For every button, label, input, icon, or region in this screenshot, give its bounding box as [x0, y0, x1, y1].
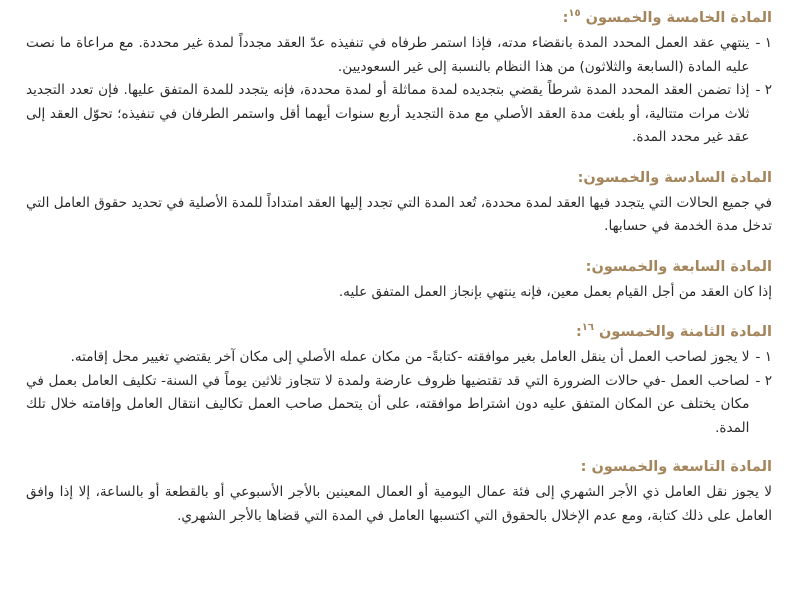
article-text: إذا كان العقد من أجل القيام بعمل معين، فإنه ينتهي بإنجاز العمل المتفق عليه.	[338, 283, 772, 300]
article-heading: المادة التاسعة والخمسون :	[580, 459, 772, 475]
list-item	[26, 79, 772, 150]
article-57	[26, 257, 772, 305]
article-59	[26, 457, 772, 528]
item-text: ينتهي عقد العمل المحدد المدة بانقضاء مدته، فإذا استمر طرفاه في تنفيذه عدّ العقد مجدداً لمدة غير محددة. مع مراعاة ما نصت عليه المادة (السابعة والثلاثون) من هذا النظام بالنسبة إلى غير السعوديين.	[26, 35, 750, 75]
footnote-ref[interactable]: ١٥	[568, 8, 581, 20]
article-heading: المادة السابعة والخمسون:	[585, 258, 772, 275]
article-heading: المادة الخامسة والخمسون $^{١٥}$:	[562, 8, 772, 26]
item-number: ٢ -	[755, 82, 772, 98]
item-text: لصاحب العمل -في حالات الضرورة التي قد تقتضيها ظروف عارضة ولمدة لا تتجاوز ثلاثين يوماً في السنة- تكليف العامل بعمل في مكان يختلف عن المكان المتفق عليه دون اشتراط موافقته، على أن يتحمل صاحب العمل تكاليف انتقال العامل وإقامته خلال تلك المدة.	[26, 372, 750, 436]
article-56	[26, 168, 772, 239]
item-number: ١ -	[755, 35, 772, 51]
article-text: في جميع الحالات التي يتجدد فيها العقد لمدة محددة، تُعد المدة التي تجدد إليها العقد امتداداً للمدة الأصلية في تحديد حقوق العامل التي تدخل مدة الخدمة في حسابها.	[26, 194, 772, 234]
item-number: ٢ -	[755, 372, 772, 389]
article-heading: المادة الثامنة والخمسون $^{١٦}$:	[575, 322, 772, 340]
list-item	[26, 346, 772, 370]
item-number: ١ -	[755, 349, 772, 365]
article-55	[26, 8, 772, 150]
list-item	[26, 370, 772, 441]
article-heading: المادة السادسة والخمسون:	[577, 169, 772, 186]
footnote-ref[interactable]: ١٦	[581, 322, 594, 334]
item-text: إذا تضمن العقد المحدد المدة شرطاً يقضي بتجديده لمدة مماثلة أو لمدة محددة، فإنه يتجدد للمدة المتفق عليها. فإن تعدد التجديد ثلاث مرات متتالية، أو بلغت مدة العقد الأصلي مع مدة التجديد أربع سنوات أيهما أقل واستمر الطرفان في تنفيذه؛ تحوّل العقد إلى عقد غير محدد المدة.	[26, 82, 750, 145]
list-item	[26, 32, 772, 79]
article-text: لا يجوز نقل العامل ذي الأجر الشهري إلى فئة عمال اليومية أو العمال المعينين بالأجر الأسبوعي أو بالقطعة أو بالساعة، إلا إذا وافق العامل على ذلك كتابة، ومع عدم الإخلال بالحقوق التي اكتسبها العامل في المدة التي قضاها بالأجر الشهري.	[26, 484, 772, 524]
article-58	[26, 322, 772, 440]
item-text: لا يجوز لصاحب العمل أن ينقل العامل بغير موافقته -كتابةً- من مكان عمله الأصلي إلى مكان آخر يقتضي تغيير محل إقامته.	[70, 349, 750, 365]
